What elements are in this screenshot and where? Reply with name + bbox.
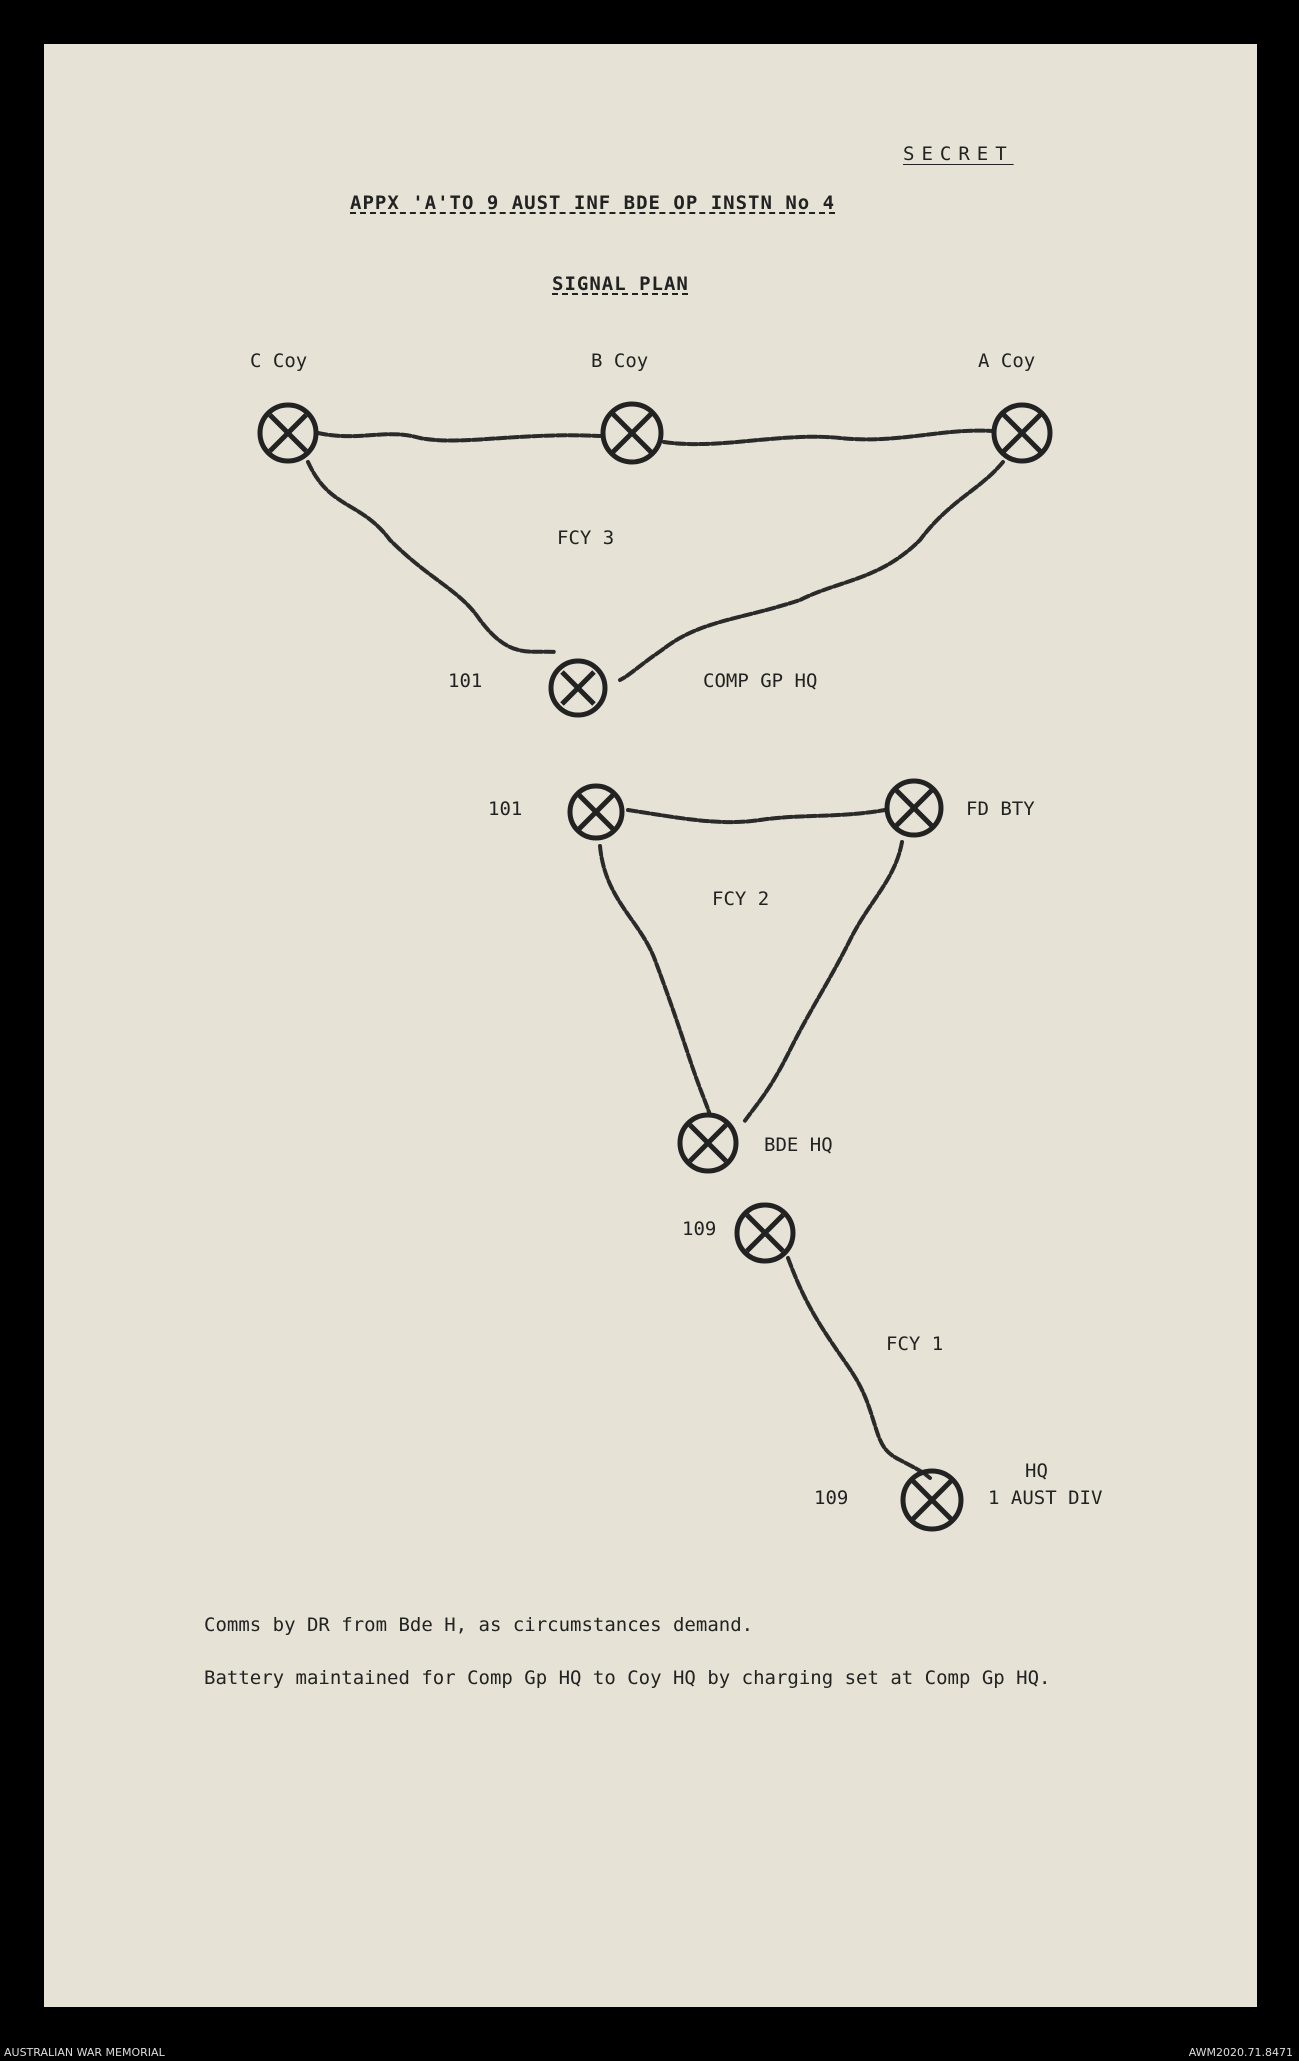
net-label-fcy3: FCY 3: [557, 527, 615, 549]
note-line-1: Comms by DR from Bde H, as circumstances demand.: [204, 1614, 754, 1636]
station-c-coy-icon: [260, 405, 316, 461]
station-div-hq-icon: [903, 1471, 961, 1529]
node-label-fd-bty: FD BTY: [966, 798, 1035, 820]
net-line-b-a: [664, 431, 993, 444]
net-line-109-div: [788, 1258, 930, 1478]
net-line-101-bde: [600, 846, 710, 1115]
station-bde-hq-icon: [680, 1115, 736, 1171]
node-label-comp-gp-hq: COMP GP HQ: [703, 670, 818, 692]
station-109-icon: [737, 1205, 793, 1261]
net-line-c-comp: [308, 462, 556, 652]
note-line-2: Battery maintained for Comp Gp HQ to Coy HQ by charging set at Comp Gp HQ.: [204, 1667, 1051, 1689]
net-line-101-fdbty: [628, 810, 885, 822]
station-a-coy-icon: [994, 405, 1050, 461]
net-line-c-b: [318, 433, 600, 441]
document-title: APPX 'A'TO 9 AUST INF BDE OP INSTN No 4: [350, 192, 836, 214]
node-code-comp-gp-hq: 101: [448, 670, 483, 692]
station-101-icon: [570, 786, 622, 838]
station-b-coy-icon: [603, 404, 661, 462]
station-comp-gp-hq-icon: [551, 661, 605, 715]
node-label-101: 101: [488, 798, 523, 820]
net-line-fdbty-bde: [744, 842, 902, 1122]
net-label-fcy1: FCY 1: [886, 1333, 944, 1355]
net-line-a-comp: [620, 462, 1003, 680]
node-label-109: 109: [682, 1218, 717, 1240]
station-fd-bty-icon: [887, 781, 941, 835]
net-label-fcy2: FCY 2: [712, 888, 770, 910]
node-label-a-coy: A Coy: [978, 350, 1036, 372]
node-label-b-coy: B Coy: [591, 350, 649, 372]
document-subtitle: SIGNAL PLAN: [552, 273, 689, 295]
node-label-c-coy: C Coy: [250, 350, 308, 372]
footer-institution: AUSTRALIAN WAR MEMORIAL: [4, 2046, 165, 2059]
node-label-bde-hq: BDE HQ: [764, 1134, 833, 1156]
node-label-div-hq-line2: 1 AUST DIV: [988, 1487, 1103, 1509]
footer-catalogue-id: AWM2020.71.8471: [1188, 2046, 1293, 2059]
node-code-div-hq: 109: [814, 1487, 849, 1509]
classification-marking: SECRET: [903, 143, 1014, 165]
node-label-div-hq-line1: HQ: [1025, 1460, 1048, 1482]
